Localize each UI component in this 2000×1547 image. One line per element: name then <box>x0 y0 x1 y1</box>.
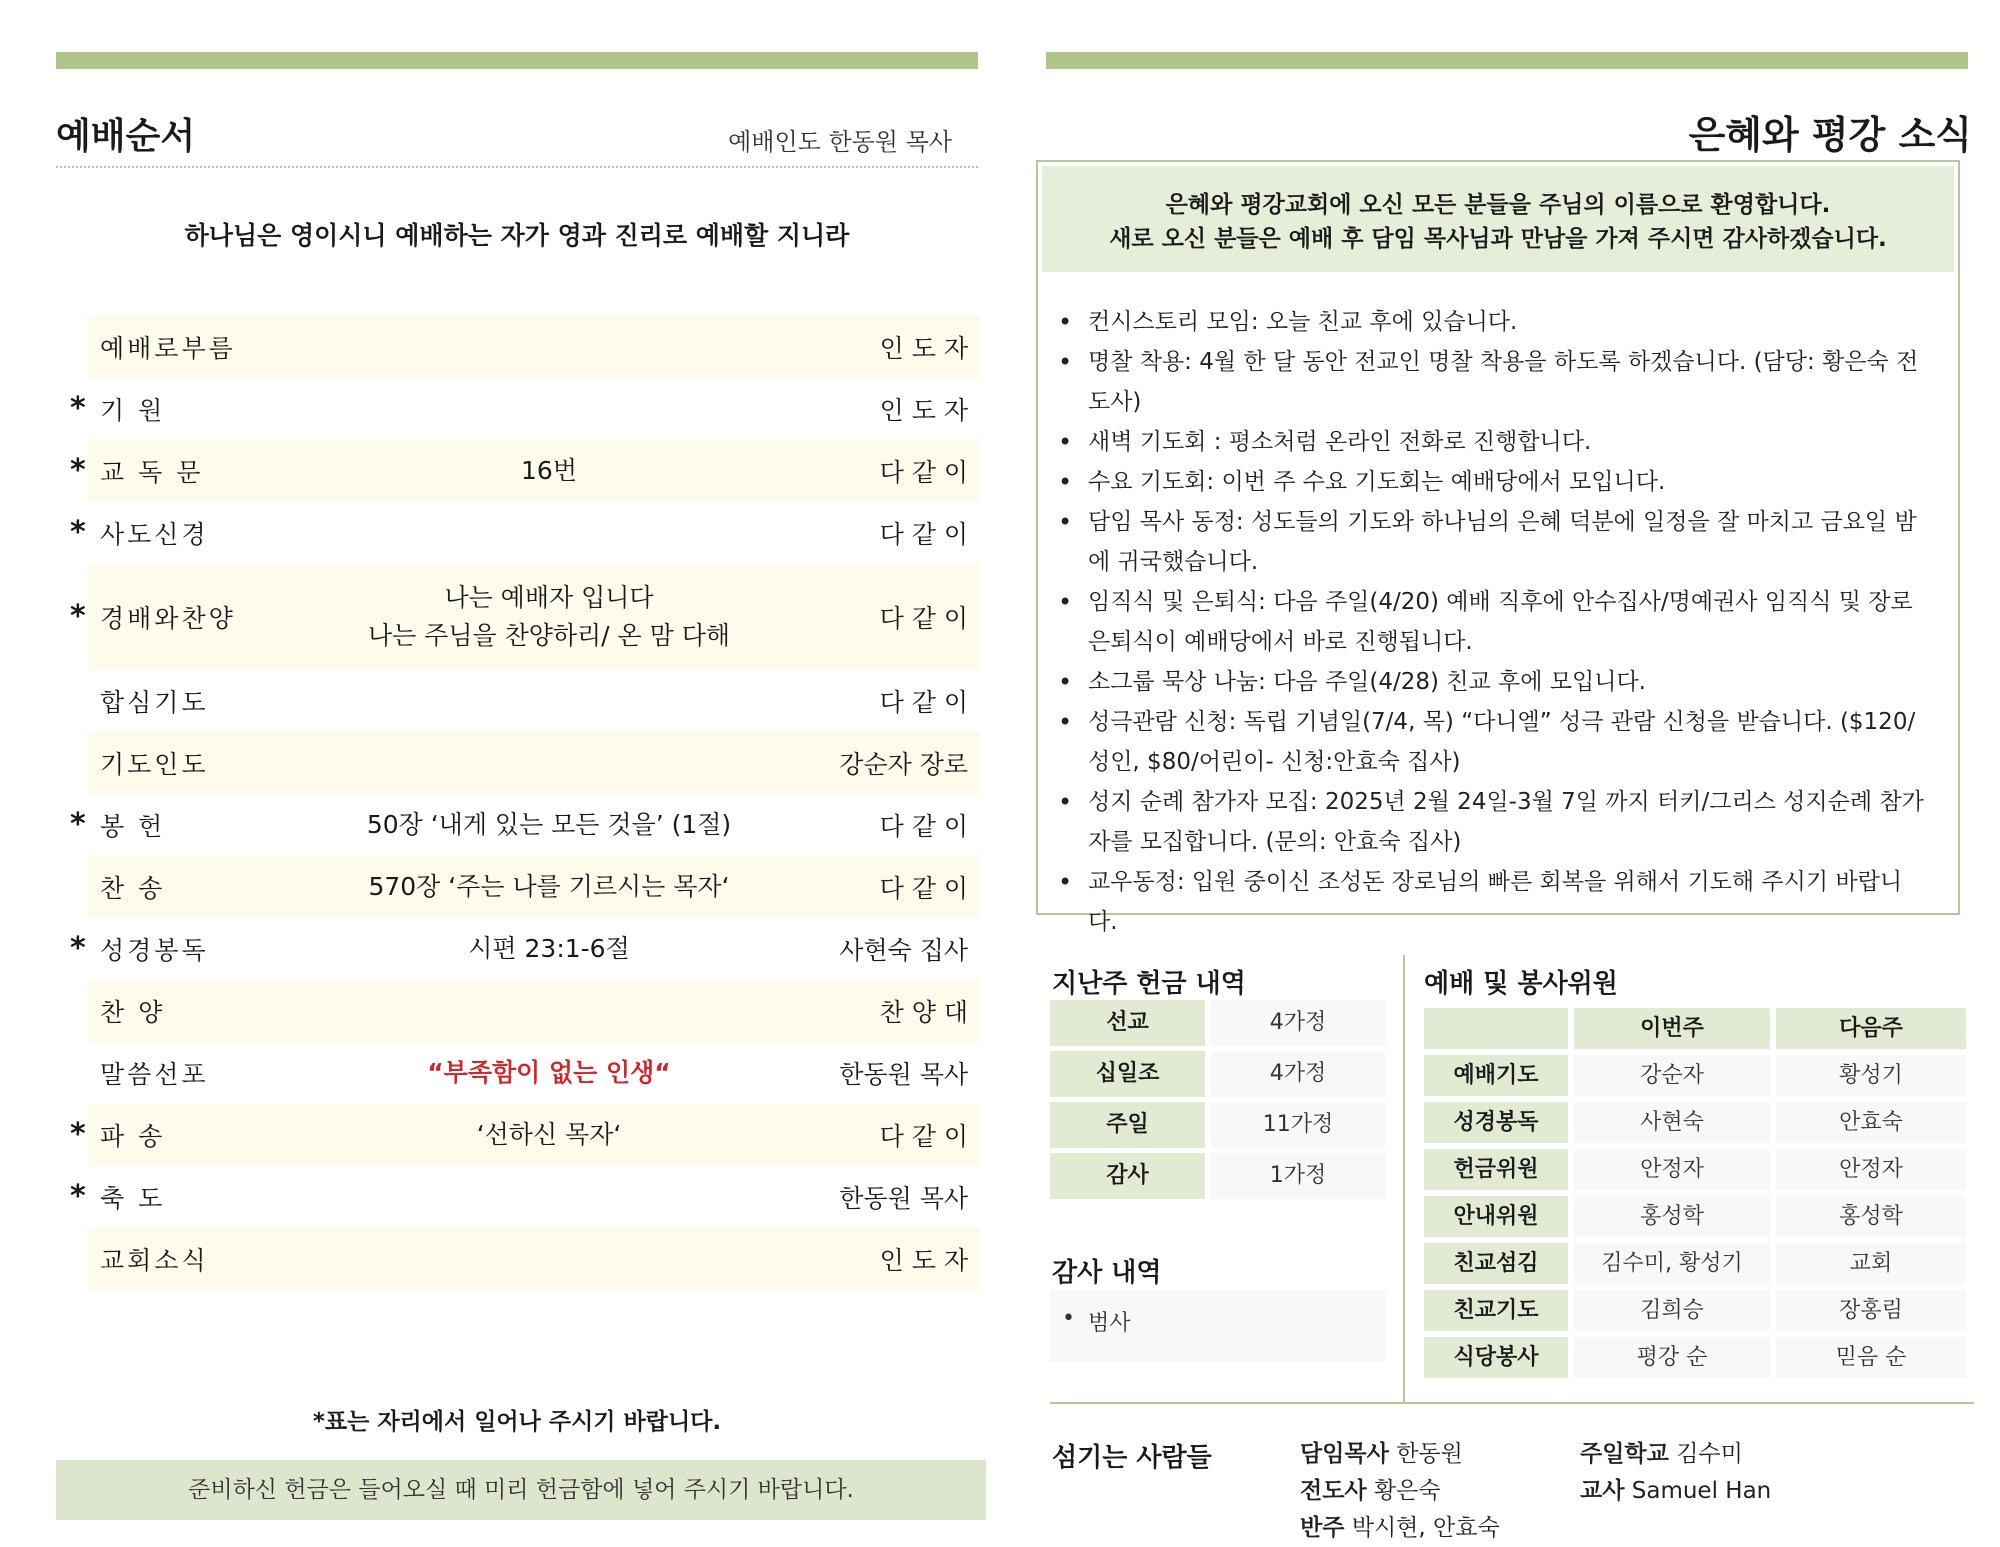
news-item: • 성극관람 신청: 독립 기념일(7/4, 목) “다니엘” 성극 관람 신청을 받습니다. ($120/성인, $80/어린이- 신청:안효숙 집사) <box>1088 702 1928 782</box>
sermon-title: “부족함이 없는 인생“ <box>427 1058 671 1087</box>
praise-songs: 나는 예배자 입니다 나는 주님을 찬양하리/ 온 맘 다해 <box>367 583 731 650</box>
offering-table <box>1050 1000 1385 1204</box>
news-item: • 소그룹 묵상 나눔: 다음 주일(4/28) 친교 후에 모입니다. <box>1088 662 1928 702</box>
offering-row: 주일 11가정 <box>1050 1102 1385 1153</box>
offering-row: 십일조 4가정 <box>1050 1051 1385 1102</box>
serve-table <box>1424 1008 1968 1384</box>
worship-order-title: 예배순서 <box>56 116 196 157</box>
news-title: 은혜와 평강 소식 <box>1688 113 1972 157</box>
serve-row: 성경봉독 사현숙 안효숙 <box>1424 1102 1968 1149</box>
order-row: 예배로부름 인 도 자 <box>56 316 980 378</box>
staff-column-1: 담임목사 한동원 전도사 황은숙 반주 박시현, 안효숙 <box>1300 1441 1500 1541</box>
serve-row: 식당봉사 평강 순 믿음 순 <box>1424 1337 1968 1384</box>
welcome-message: 은혜와 평강교회에 오신 모든 분들을 주님의 이름으로 환영합니다. 새로 오신 분들은 예배 후 담임 목사님과 만남을 가져 주시면 감사하겠습니다. <box>1042 166 1954 272</box>
news-item: • 임직식 및 은퇴식: 다음 주일(4/20) 예배 직후에 안수집사/명예권사 임직식 및 장로 은퇴식이 예배당에서 바로 진행됩니다. <box>1088 582 1928 662</box>
news-box <box>1036 160 1960 935</box>
serve-row: 예배기도 강순자 황성기 <box>1424 1055 1968 1102</box>
order-row: * 기 원 인 도 자 <box>70 391 968 426</box>
serve-row: 안내위원 홍성학 홍성학 <box>1424 1196 1968 1243</box>
order-row: * 파 송 ‘선하신 목자‘ 다 같 이 <box>56 1104 980 1166</box>
order-row: * 축 도 한동원 목사 <box>70 1179 968 1214</box>
scripture-verse: 하나님은 영이시니 예배하는 자가 영과 진리로 예배할 지니라 <box>184 221 850 250</box>
standing-note: *표는 자리에서 일어나 주시기 바랍니다. <box>312 1409 722 1435</box>
order-row: * 성경봉독 시편 23:1-6절 사현숙 집사 <box>70 931 968 966</box>
news-item: • 새벽 기도회 : 평소처럼 온라인 전화로 진행합니다. <box>1088 422 1928 462</box>
news-item: • 교우동정: 입원 중이신 조성돈 장로님의 빠른 회복을 위해서 기도해 주시기 바랍니다. <box>1088 862 1928 942</box>
news-item: • 컨시스토리 모임: 오늘 친교 후에 있습니다. <box>1088 302 1928 342</box>
staff-column-2: 주일학교 김수미 교사 Samuel Han <box>1580 1441 1772 1504</box>
order-row: 합심기도 다 같 이 <box>100 688 968 717</box>
serve-header-row: 이번주 다음주 <box>1424 1008 1968 1055</box>
offering-footer: 준비하신 헌금은 들어오실 때 미리 헌금함에 넣어 주시기 바랍니다. <box>56 1460 986 1520</box>
order-row: 말씀선포 “부족함이 없는 인생“ 한동원 목사 <box>56 1042 980 1104</box>
worship-order-list <box>56 316 980 1290</box>
news-item: • 성지 순례 참가자 모집: 2025년 2월 24일-3월 7일 까지 터키/그리스 성지순례 참가자를 모집합니다. (문의: 안효숙 집사) <box>1088 782 1928 862</box>
offering-row: 선교 4가정 <box>1050 1000 1385 1051</box>
order-row: 찬 양 찬 양 대 <box>56 980 980 1042</box>
offering-row: 감사 1가정 <box>1050 1153 1385 1204</box>
news-item: • 담임 목사 동정: 성도들의 기도와 하나님의 은혜 덕분에 일정을 잘 마치고 금요일 밤에 귀국했습니다. <box>1088 502 1928 582</box>
thanks-title: 감사 내역 <box>1052 1258 1162 1288</box>
news-item: • 수요 기도회: 이번 주 수요 기도회는 예배당에서 모입니다. <box>1088 462 1928 502</box>
news-list <box>1038 302 1958 942</box>
serve-row: 친교섬김 김수미, 황성기 교회 <box>1424 1243 1968 1290</box>
right-header-bar <box>1046 52 1968 69</box>
news-item: • 명찰 착용: 4월 한 달 동안 전교인 명찰 착용을 하도록 하겠습니다. (담당: 황은숙 전도사) <box>1088 342 1928 422</box>
order-row: * 사도신경 다 같 이 <box>70 515 968 550</box>
worship-leader: 예배인도 한동원 목사 <box>728 128 952 156</box>
dotted-divider <box>56 166 978 168</box>
thanks-item: • 범사 <box>1088 1306 1131 1337</box>
order-row: 교회소식 인 도 자 <box>56 1228 980 1290</box>
order-row: * 봉 헌 50장 ‘내게 있는 모든 것을’ (1절) 다 같 이 <box>70 807 968 842</box>
vertical-divider <box>1403 955 1405 1402</box>
order-row: 기도인도 강순자 장로 <box>56 732 980 794</box>
left-header-bar <box>56 52 978 69</box>
serve-row: 헌금위원 안정자 안정자 <box>1424 1149 1968 1196</box>
staff-title: 섬기는 사람들 <box>1052 1443 1212 1473</box>
horizontal-divider <box>1050 1402 1974 1404</box>
serve-row: 친교기도 김희승 장홍림 <box>1424 1290 1968 1337</box>
serve-title: 예배 및 봉사위원 <box>1424 969 1618 999</box>
offering-title: 지난주 헌금 내역 <box>1052 969 1246 999</box>
order-row: * 교 독 문 16번 다 같 이 <box>56 440 980 502</box>
order-row: * 경배와찬양 나는 예배자 입니다 나는 주님을 찬양하리/ 온 맘 다해 다 같 이 <box>56 564 980 670</box>
order-row: 찬 송 570장 ‘주는 나를 기르시는 목자‘ 다 같 이 <box>56 856 980 918</box>
thanks-box <box>1050 1290 1385 1362</box>
